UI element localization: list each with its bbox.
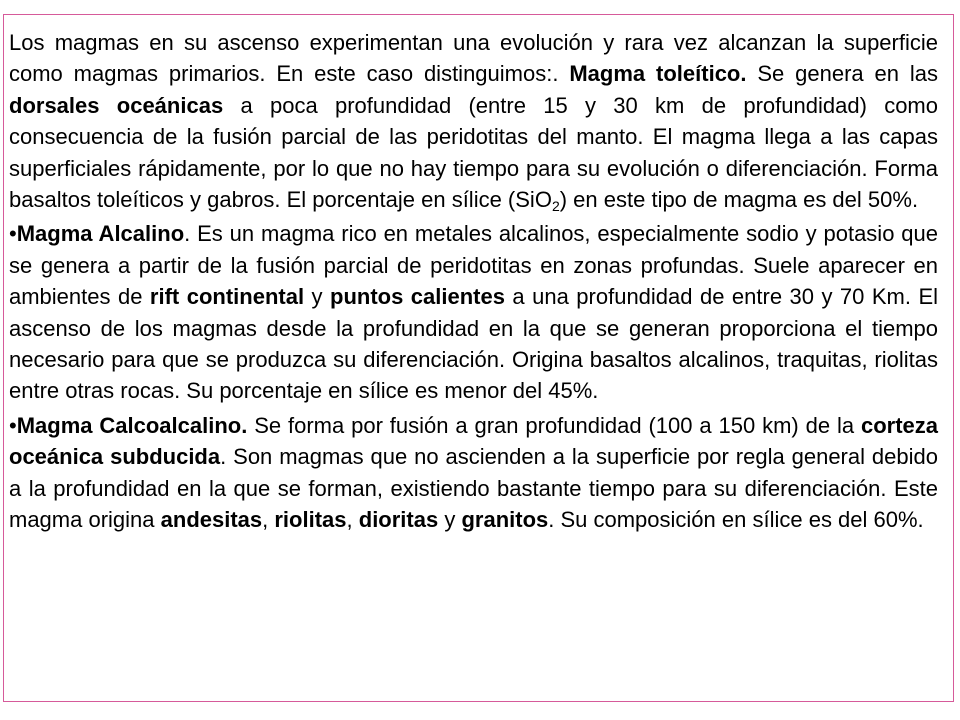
alcalino-text-2: y <box>304 284 330 310</box>
alcalino-title: Magma Alcalino <box>16 221 185 247</box>
calcoalcalino-title: Magma Calcoalcalino. <box>16 412 248 438</box>
calcoalcalino-text-6: . Su composición en sílice es del 60%. <box>548 507 924 533</box>
calcoalcalino-text-5: y <box>438 507 462 533</box>
calcoalcalino-text-3: , <box>262 507 275 533</box>
toleitico-subscript: 2 <box>551 198 560 215</box>
toleitico-text-1: Se genera en las <box>746 61 938 87</box>
paragraph-alcalino <box>9 218 938 406</box>
alcalino-text-3: a una profundidad de entre 30 y 70 Km. El ascenso de los magmas desde la profundidad en la que se generan proporciona el tiempo necesario para que se produzca su diferenciación. Origina basaltos alcalinos, traquitas, riolitas entre otras rocas. Su porcentaje en sílice es menor del 45%. <box>9 284 939 404</box>
alcalino-bold-puntos: puntos calientes <box>330 284 505 310</box>
calcoalcalino-text-4: , <box>346 507 359 533</box>
intro-text: Los magmas en su ascenso experimentan una evolución y rara vez alcanzan la superficie como magmas primarios. En este caso distinguimos: <box>9 30 938 87</box>
calcoalcalino-bullet: • <box>9 412 17 438</box>
calcoalcalino-bold-riolitas: riolitas <box>274 507 347 533</box>
calcoalcalino-bold-corteza: corteza oceánica subducida <box>9 412 938 470</box>
alcalino-bold-rift: rift continental <box>149 284 305 310</box>
toleitico-text-3: ) en este tipo de magma es del 50%. <box>559 187 919 213</box>
paragraph-intro-toleitico <box>9 27 938 215</box>
calcoalcalino-bold-dioritas: dioritas <box>358 507 439 533</box>
text-content <box>9 27 938 536</box>
toleitico-bullet: . <box>552 61 559 87</box>
paragraph-calcoalcalino <box>9 410 938 536</box>
toleitico-bold-dorsales: dorsales oceánicas <box>9 92 224 118</box>
calcoalcalino-bold-granitos: granitos <box>461 507 549 533</box>
toleitico-title: Magma toleítico. <box>569 61 747 87</box>
alcalino-bullet: • <box>9 221 17 247</box>
alcalino-text-1: . Es un magma rico en metales alcalinos, especialmente sodio y potasio que se genera a partir de la fusión parcial de peridotitas en zonas profundas. Suele aparecer en ambientes de <box>9 221 939 310</box>
calcoalcalino-bold-andesitas: andesitas <box>160 507 263 533</box>
calcoalcalino-text-2: . Son magmas que no ascienden a la superficie por regla general debido a la profundidad en la que se forman, existiendo bastante tiempo para su diferenciación. Este magma origina <box>9 444 938 533</box>
calcoalcalino-text-1: Se forma por fusión a gran profundidad (100 a 150 km) de la <box>247 412 861 438</box>
toleitico-text-2: a poca profundidad (entre 15 y 30 km de profundidad) como consecuencia de la fusión parcial de las peridotitas del manto. El magma llega a las capas superficiales rápidamente, por lo que no hay tiempo para su evolución o diferenciación. Forma basaltos toleíticos y gabros. El porcentaje en sílice (SiO <box>9 92 938 213</box>
